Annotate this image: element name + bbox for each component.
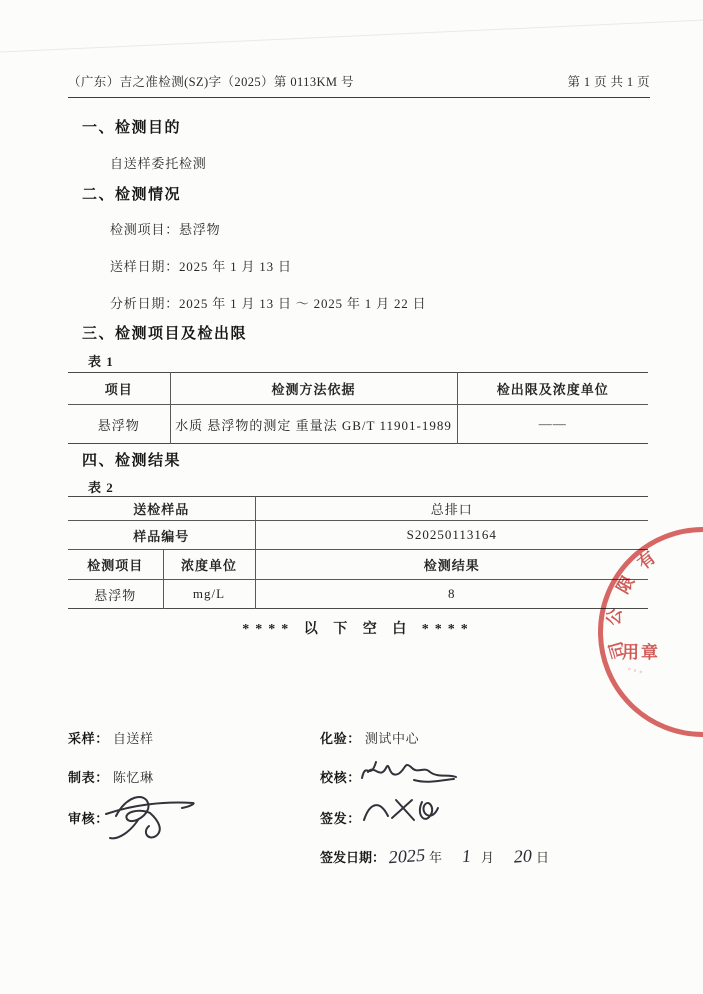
- tabulator-line: [68, 767, 154, 786]
- seal-dots: 。。。: [627, 662, 651, 677]
- table-row: [68, 521, 648, 550]
- section-3-heading: 三、检测项目及检出限: [82, 326, 248, 342]
- reviewer-label: 审核：: [68, 811, 109, 826]
- table1-caption: 表 1: [88, 354, 114, 369]
- table-header-row: [68, 550, 648, 580]
- lab-line: [320, 728, 419, 747]
- sample-name-label-cell: 送检样品: [68, 497, 255, 521]
- table-row: [68, 497, 648, 521]
- col-header-result: 检测结果: [255, 550, 648, 580]
- results-table: [68, 496, 648, 609]
- lab-label: 化验：: [320, 731, 361, 746]
- seal-arc-char: 有: [634, 547, 660, 574]
- test-item-line: 检测项目：悬浮物: [110, 222, 221, 237]
- tabulator-value: 陈忆琳: [112, 770, 154, 785]
- seal-arc-char: 司: [606, 639, 629, 661]
- item-cell: 悬浮物: [94, 587, 137, 603]
- reviewer-signature: [102, 788, 197, 844]
- section-4-heading: 四、检测结果: [82, 453, 182, 469]
- method-cell: 水质 悬浮物的测定 重量法 GB/T 11901-1989: [170, 405, 457, 444]
- result-cell: 8: [255, 580, 648, 609]
- col-header-method: 检测方法依据: [170, 373, 457, 405]
- col-header-limit: 检出限及浓度单位: [457, 373, 648, 405]
- sample-name-value-cell: 总排口: [255, 497, 648, 521]
- sampler-line: [68, 728, 154, 747]
- handwritten-year: 2025: [387, 844, 427, 868]
- section-1-heading: 一、检测目的: [82, 120, 182, 136]
- issue-date-line: [320, 846, 553, 867]
- sampler-label: 采样：: [68, 731, 109, 746]
- analysis-date-line: 分析日期：2025 年 1 月 13 日 ～ 2025 年 1 月 22 日: [110, 296, 427, 311]
- scan-artifact-line: [0, 18, 703, 53]
- page-number: 第 1 页 共 1 页: [567, 75, 650, 89]
- col-header-item: 项目: [68, 373, 170, 405]
- table-row: [68, 405, 648, 444]
- sample-code-label-cell: 样品编号: [68, 521, 255, 550]
- sampler-value: 自送样: [112, 731, 154, 746]
- handwritten-month: 1: [460, 845, 473, 867]
- purpose-text: 自送样委托检测: [110, 156, 207, 171]
- month-unit: 月: [481, 850, 495, 865]
- issuer-label: 签发：: [320, 811, 361, 826]
- handwritten-day: 20: [512, 845, 534, 867]
- unit-cell: mg/L: [163, 580, 255, 609]
- seal-inner-text: 用章: [622, 643, 660, 662]
- col-header-unit: 浓度单位: [163, 550, 255, 580]
- blank-filler-note: **** 以 下 空 白 ****: [242, 622, 474, 637]
- limit-cell: ——: [457, 405, 648, 444]
- item-cell: 悬浮物: [97, 417, 140, 433]
- lab-value: 测试中心: [364, 731, 420, 746]
- table2-caption: 表 2: [88, 480, 114, 495]
- section-2-heading: 二、检测情况: [82, 187, 182, 203]
- table-row: [68, 580, 648, 609]
- tabulator-label: 制表：: [68, 770, 109, 785]
- report-number: （广东）吉之准检测(SZ)字（2025）第 0113KM 号: [68, 75, 354, 89]
- seal-arc-char: 限: [613, 572, 639, 597]
- checker-label: 校核：: [320, 770, 361, 785]
- checker-line: [320, 767, 361, 786]
- col-header-item: 检测项目: [68, 550, 163, 580]
- sample-date-line: 送样日期：2025 年 1 月 13 日: [110, 259, 292, 274]
- page-header: [68, 72, 650, 98]
- year-unit: 年: [429, 850, 443, 865]
- seal-arc-char: 公: [604, 607, 625, 627]
- issuer-line: [320, 808, 361, 827]
- table-header-row: [68, 373, 648, 405]
- detection-limit-table: [68, 372, 648, 444]
- issuer-signature: [358, 790, 446, 832]
- day-unit: 日: [536, 850, 550, 865]
- sample-code-value-cell: S20250113164: [255, 521, 648, 550]
- issue-date-label: 签发日期：: [320, 850, 386, 865]
- checker-signature: [356, 750, 460, 794]
